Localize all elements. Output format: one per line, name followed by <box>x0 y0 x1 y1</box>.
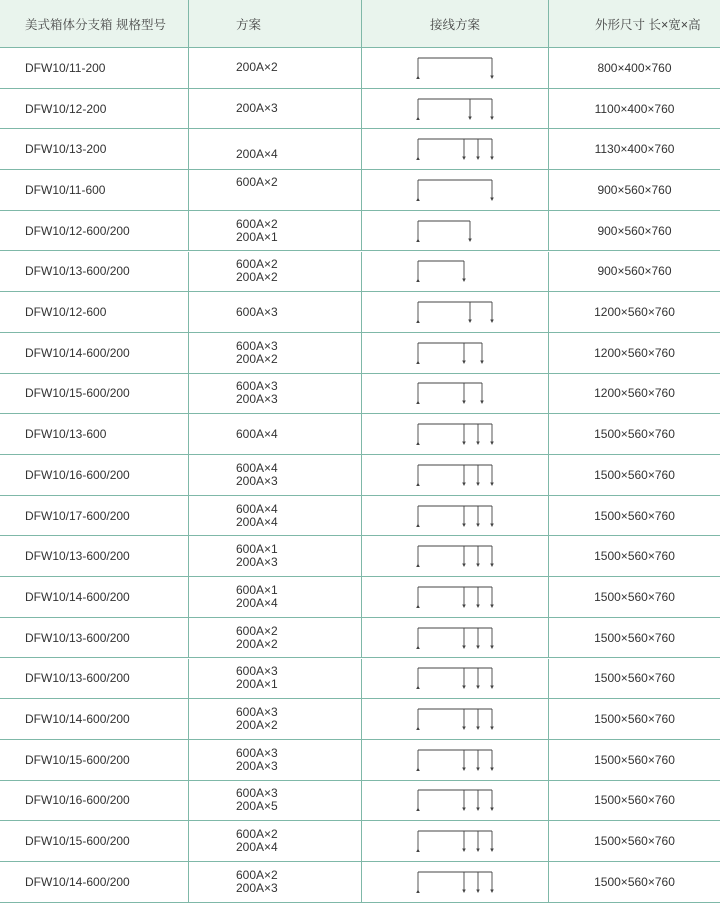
scheme-cell <box>188 170 361 210</box>
scheme-line: 600A×3 <box>236 379 278 394</box>
wiring-cell <box>361 89 548 129</box>
header-dims: 外形尺寸 长×宽×高 <box>548 0 720 47</box>
dims-cell: 1500×560×760 <box>548 618 720 658</box>
table-row <box>0 129 720 170</box>
scheme-line: 600A×1 <box>236 542 278 557</box>
wiring-cell <box>361 129 548 169</box>
scheme-line: 600A×4 <box>236 501 278 516</box>
dims-cell: 1200×560×760 <box>548 292 720 332</box>
scheme-lines <box>236 787 278 813</box>
scheme-lines <box>236 258 278 284</box>
wiring-diagram <box>415 502 495 530</box>
model-cell: DFW10/12-600 <box>25 305 107 320</box>
table-row <box>0 699 720 740</box>
scheme-cell <box>188 862 361 902</box>
model-cell: DFW10/11-600 <box>25 182 106 197</box>
scheme-cell <box>188 821 361 861</box>
model-cell: DFW10/14-600/200 <box>25 712 130 727</box>
dims-cell: 1500×560×760 <box>548 821 720 861</box>
dims-cell: 1200×560×760 <box>548 333 720 373</box>
scheme-lines <box>236 61 278 74</box>
wiring-diagram <box>415 257 495 285</box>
scheme-line: 200A×1 <box>236 677 278 692</box>
wiring-cell <box>361 252 548 292</box>
model-cell: DFW10/15-600/200 <box>25 834 130 849</box>
scheme-line: 600A×2 <box>236 623 278 638</box>
wiring-cell <box>361 577 548 617</box>
dims-cell: 900×560×760 <box>548 252 720 292</box>
wiring-diagram <box>415 217 495 245</box>
model-cell: DFW10/15-600/200 <box>25 752 130 767</box>
model-cell: DFW10/16-600/200 <box>25 793 130 808</box>
scheme-cell <box>188 252 361 292</box>
scheme-line: 200A×3 <box>236 758 278 773</box>
dims-cell: 1500×560×760 <box>548 536 720 576</box>
scheme-cell <box>188 781 361 821</box>
scheme-cell <box>188 89 361 129</box>
wiring-diagram <box>415 379 495 407</box>
dims-cell: 900×560×760 <box>548 211 720 251</box>
scheme-lines <box>236 828 278 854</box>
table-row <box>0 414 720 455</box>
dims-cell: 800×400×760 <box>548 48 720 88</box>
wiring-cell <box>361 414 548 454</box>
wiring-diagram <box>415 827 495 855</box>
scheme-lines <box>236 148 278 169</box>
scheme-line: 200A×2 <box>236 270 278 285</box>
model-cell: DFW10/14-600/200 <box>25 345 130 360</box>
scheme-line: 600A×3 <box>236 338 278 353</box>
scheme-line: 600A×2 <box>236 257 278 272</box>
header-model: 美式箱体分支箱 规格型号 <box>25 17 166 32</box>
scheme-cell <box>188 577 361 617</box>
table-row <box>0 577 720 618</box>
table-row <box>0 170 720 211</box>
wiring-cell <box>361 211 548 251</box>
dims-cell: 1500×560×760 <box>548 659 720 699</box>
scheme-line: 200A×3 <box>236 473 278 488</box>
scheme-line: 200A×4 <box>236 840 278 855</box>
wiring-cell <box>361 862 548 902</box>
scheme-cell <box>188 374 361 414</box>
wiring-diagram <box>415 624 495 652</box>
table-row <box>0 252 720 293</box>
scheme-line: 200A×1 <box>236 229 278 244</box>
header-scheme: 方案 <box>188 0 361 47</box>
model-cell: DFW10/13-600/200 <box>25 630 130 645</box>
scheme-lines <box>236 306 278 319</box>
scheme-line: 200A×3 <box>236 392 278 407</box>
wiring-cell <box>361 821 548 861</box>
table-row <box>0 781 720 822</box>
dims-cell: 1500×560×760 <box>548 781 720 821</box>
model-cell: DFW10/11-200 <box>25 60 106 75</box>
scheme-lines <box>236 706 278 732</box>
wiring-diagram <box>415 95 495 123</box>
scheme-line: 600A×3 <box>236 786 278 801</box>
table-row <box>0 374 720 415</box>
dims-cell: 1500×560×760 <box>548 699 720 739</box>
table-row <box>0 211 720 252</box>
scheme-line: 600A×2 <box>236 216 278 231</box>
wiring-cell <box>361 536 548 576</box>
table-row <box>0 618 720 659</box>
table-row <box>0 455 720 496</box>
scheme-lines <box>236 503 278 529</box>
wiring-cell <box>361 659 548 699</box>
model-cell: DFW10/13-600/200 <box>25 671 130 686</box>
scheme-line: 200A×4 <box>236 514 278 529</box>
scheme-line: 600A×3 <box>236 664 278 679</box>
wiring-cell <box>361 374 548 414</box>
scheme-lines <box>236 380 278 406</box>
table-header <box>0 0 720 48</box>
scheme-cell <box>188 455 361 495</box>
scheme-lines <box>236 747 278 773</box>
wiring-diagram <box>415 542 495 570</box>
dims-cell: 1500×560×760 <box>548 455 720 495</box>
wiring-diagram <box>415 746 495 774</box>
scheme-cell <box>188 292 361 332</box>
wiring-cell <box>361 292 548 332</box>
scheme-cell <box>188 618 361 658</box>
scheme-line: 600A×2 <box>236 827 278 842</box>
scheme-line: 600A×3 <box>236 705 278 720</box>
scheme-line: 600A×3 <box>236 304 278 319</box>
wiring-diagram <box>415 868 495 896</box>
scheme-line: 200A×4 <box>236 595 278 610</box>
table-row <box>0 48 720 89</box>
table-row <box>0 536 720 577</box>
scheme-line: 200A×2 <box>236 718 278 733</box>
scheme-line: 200A×3 <box>236 880 278 895</box>
wiring-diagram <box>415 583 495 611</box>
wiring-diagram <box>415 461 495 489</box>
scheme-line: 200A×2 <box>236 636 278 651</box>
dims-cell: 1500×560×760 <box>548 496 720 536</box>
header-wiring: 接线方案 <box>361 0 548 47</box>
scheme-line: 200A×5 <box>236 799 278 814</box>
scheme-lines <box>236 462 278 488</box>
dims-cell: 1500×560×760 <box>548 577 720 617</box>
table-row <box>0 862 720 903</box>
scheme-lines <box>236 102 278 115</box>
scheme-cell <box>188 414 361 454</box>
wiring-diagram <box>415 705 495 733</box>
scheme-cell <box>188 48 361 88</box>
scheme-lines <box>236 869 278 895</box>
scheme-lines <box>236 218 278 244</box>
wiring-diagram <box>415 339 495 367</box>
scheme-line: 200A×2 <box>236 351 278 366</box>
model-cell: DFW10/13-600/200 <box>25 264 130 279</box>
scheme-line: 200A×4 <box>236 147 278 162</box>
scheme-lines <box>236 340 278 366</box>
model-cell: DFW10/15-600/200 <box>25 386 130 401</box>
scheme-line: 600A×4 <box>236 426 278 441</box>
scheme-cell <box>188 659 361 699</box>
model-cell: DFW10/12-600/200 <box>25 223 130 238</box>
model-cell: DFW10/17-600/200 <box>25 508 130 523</box>
wiring-cell <box>361 455 548 495</box>
table-row <box>0 740 720 781</box>
dims-cell: 1100×400×760 <box>548 89 720 129</box>
model-cell: DFW10/13-600 <box>25 427 107 442</box>
scheme-lines <box>236 665 278 691</box>
model-cell: DFW10/13-200 <box>25 142 107 157</box>
model-cell: DFW10/14-600/200 <box>25 589 130 604</box>
dims-cell: 1200×560×760 <box>548 374 720 414</box>
scheme-cell <box>188 129 361 169</box>
scheme-line: 600A×2 <box>236 867 278 882</box>
wiring-diagram <box>415 298 495 326</box>
scheme-line: 200A×2 <box>236 60 278 75</box>
dims-cell: 1500×560×760 <box>548 862 720 902</box>
wiring-cell <box>361 170 548 210</box>
dims-cell: 1130×400×760 <box>548 129 720 169</box>
wiring-cell <box>361 496 548 536</box>
scheme-line: 600A×4 <box>236 460 278 475</box>
table-row <box>0 89 720 130</box>
wiring-cell <box>361 781 548 821</box>
wiring-cell <box>361 48 548 88</box>
table-row <box>0 821 720 862</box>
scheme-cell <box>188 333 361 373</box>
scheme-line: 200A×3 <box>236 555 278 570</box>
table-row <box>0 659 720 700</box>
scheme-line: 600A×2 <box>236 175 278 190</box>
dims-cell: 1500×560×760 <box>548 740 720 780</box>
wiring-cell <box>361 333 548 373</box>
scheme-cell <box>188 536 361 576</box>
scheme-line: 200A×3 <box>236 101 278 116</box>
scheme-line: 600A×3 <box>236 745 278 760</box>
wiring-diagram <box>415 786 495 814</box>
wiring-diagram <box>415 420 495 448</box>
scheme-cell <box>188 496 361 536</box>
wiring-cell <box>361 740 548 780</box>
scheme-lines <box>236 584 278 610</box>
wiring-diagram <box>415 135 495 163</box>
dims-cell: 1500×560×760 <box>548 414 720 454</box>
wiring-diagram <box>415 664 495 692</box>
scheme-lines <box>236 428 278 441</box>
scheme-cell <box>188 740 361 780</box>
model-cell: DFW10/16-600/200 <box>25 467 130 482</box>
table-row <box>0 333 720 374</box>
table-row <box>0 292 720 333</box>
dims-cell: 900×560×760 <box>548 170 720 210</box>
wiring-cell <box>361 618 548 658</box>
wiring-diagram <box>415 54 495 82</box>
model-cell: DFW10/13-600/200 <box>25 549 130 564</box>
scheme-lines <box>236 543 278 569</box>
wiring-diagram <box>415 176 495 204</box>
model-cell: DFW10/14-600/200 <box>25 874 130 889</box>
wiring-cell <box>361 699 548 739</box>
scheme-cell <box>188 211 361 251</box>
scheme-lines <box>236 625 278 651</box>
scheme-cell <box>188 699 361 739</box>
scheme-line: 600A×1 <box>236 582 278 597</box>
table-row <box>0 496 720 537</box>
scheme-lines <box>236 170 278 189</box>
model-cell: DFW10/12-200 <box>25 101 107 116</box>
